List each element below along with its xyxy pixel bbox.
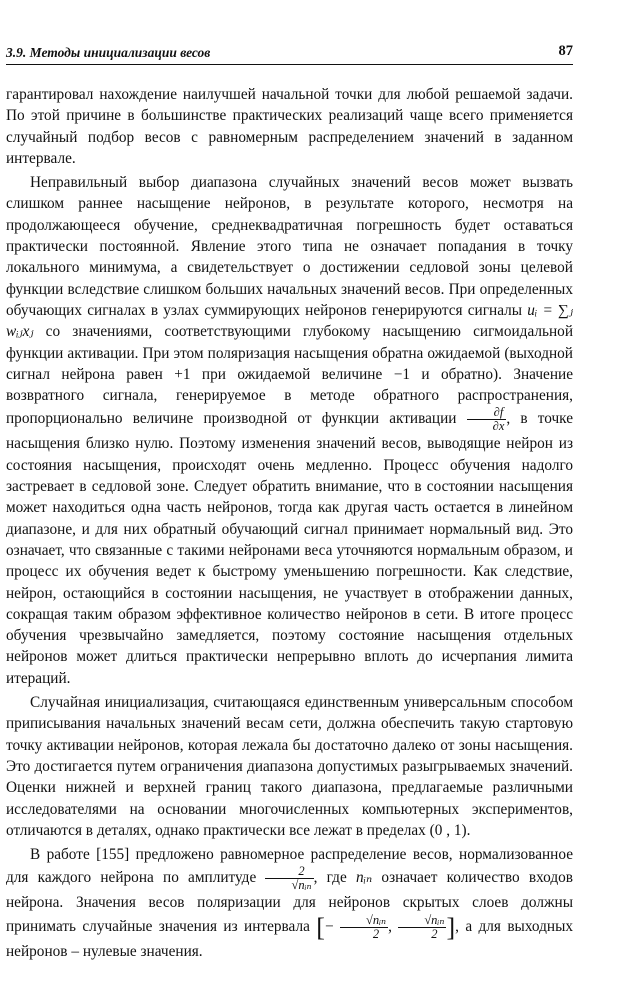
paragraph-2-part-b: со значениями, соответствующими глубокому насыщению сигмоидальной функции активации. При этом поляризация насыщения обратна ожидаемой (выходной сигнал нейрона равен +1 при ожидаемой величине −1 и обратно). Значение возвратного сигнала, генерируемое в методе обратного распространения, пропорционально величине производной от функции активации [6, 323, 574, 428]
formula-weighted-sum: uᵢ = ∑ⱼ wᵢⱼxⱼ [6, 301, 573, 341]
paragraph-4-part-c: означает количество входов нейрона. Значения весов поляризации для нейронов скрытых слоев должны принимать случайные значения из интервала [6, 869, 574, 935]
paragraph-2-part-a: Неправильный выбор диапазона случайных значений весов может вызвать слишком раннее насыщение нейронов, в результате которого, несмотря на продолжающееся обучение, среднеквадратичная погрешность будет оставаться практически постоянной. Явление этого типа не означает попадания в точку локального минимума, а свидетельствует о достижении седловой зоны целевой функции вследствие слишком больших начальных значений весов. При определенных обучающих сигналах в узлах суммирующих нейронов генерируются сигналы [6, 174, 573, 319]
formula-amplitude [265, 865, 313, 892]
interval-lower-denominator: 2 [372, 926, 380, 941]
paragraph-3: Случайная инициализация, считающаяся единственным универсальным способом приписывания начальных значений весам сети, должна обеспечить такую стартовую точку активации нейронов, которая лежала бы достаточно далеко от зоны насыщения. Это достигается путем ограничения диапазона допустимых разыгрываемых значений. Оценки нижней и верхней границ такого диапазона, предлагаемые различными исследователями на основании многочисленных компьютерных экспериментов, отличаются в деталях, однако практически все лежат в пределах (0 , 1). [6, 694, 573, 839]
left-bracket-glyph: [ [316, 912, 325, 942]
paragraph-4-part-a: В работе [155] предложено равномерное распределение весов, нормализованное для каждого нейрона по амплитуде [6, 846, 573, 887]
derivative-numerator: ∂f [467, 406, 507, 420]
interval-upper-denominator: 2 [431, 926, 438, 941]
interval-upper [398, 914, 446, 941]
variable-n-in: nᵢₙ [355, 869, 373, 887]
paragraph-1: гарантировал нахождение наилучшей начальной точки для любой решаемой задачи. По этой причине в большинстве практических реализаций чаще всего применяется случайный подбор весов с равномерным распределением значений в заданном интервале. [6, 86, 573, 167]
running-header [6, 40, 573, 65]
formula-derivative [467, 406, 507, 433]
paragraph-4-part-b: , где [313, 869, 347, 887]
body-text [6, 84, 573, 965]
paragraph-2-part-c: , в точке насыщения близко нулю. Поэтому изменения значений весов, выводящие нейрон из состояния насыщения, происходят очень медленно. Процесс обучения надолго застревает в седловой зоне. Следует обратить внимание, что в состоянии насыщения может находиться одна часть нейронов, тогда как другая часть остается в линейном диапазоне, и для них обратный обучающий сигнал принимает нормальный вид. Это означает, что связанные с такими нейронами веса уточняются нормальным образом, и процесс их обучения ведет к быстрому уменьшению погрешности. Как следствие, нейрон, остающийся в состоянии насыщения, не участвует в отображении данных, сокращая таким образом эффективное количество нейронов в сети. В итоге процесс обучения чрезвычайно замедляется, поэтому состояние насыщения отдельных нейронов может длиться практически непрерывно вплоть до исчерпания лимита итераций. [6, 410, 573, 687]
interval-lower-numerator: √nᵢₙ [340, 914, 388, 928]
right-bracket-glyph: ] [446, 912, 456, 942]
page-number: 87 [558, 43, 573, 59]
derivative-denominator: ∂x [492, 419, 505, 434]
paragraph-4 [6, 844, 573, 962]
paragraph-4-part-d: , а для выходных нейронов – нулевые значения. [6, 917, 573, 960]
paragraph-2 [6, 172, 573, 689]
amplitude-numerator: 2 [265, 865, 313, 879]
amplitude-denominator: √nᵢₙ [291, 878, 312, 893]
section-title: 3.9. Методы инициализации весов [6, 45, 211, 60]
interval-upper-numerator: √nᵢₙ [398, 914, 446, 928]
formula-interval: [− $\frac{\text{√nᵢₙ}}{2}$ , $\frac{\text{√nᵢₙ}}{2}$ ] [316, 912, 456, 942]
interval-lower [340, 914, 388, 941]
